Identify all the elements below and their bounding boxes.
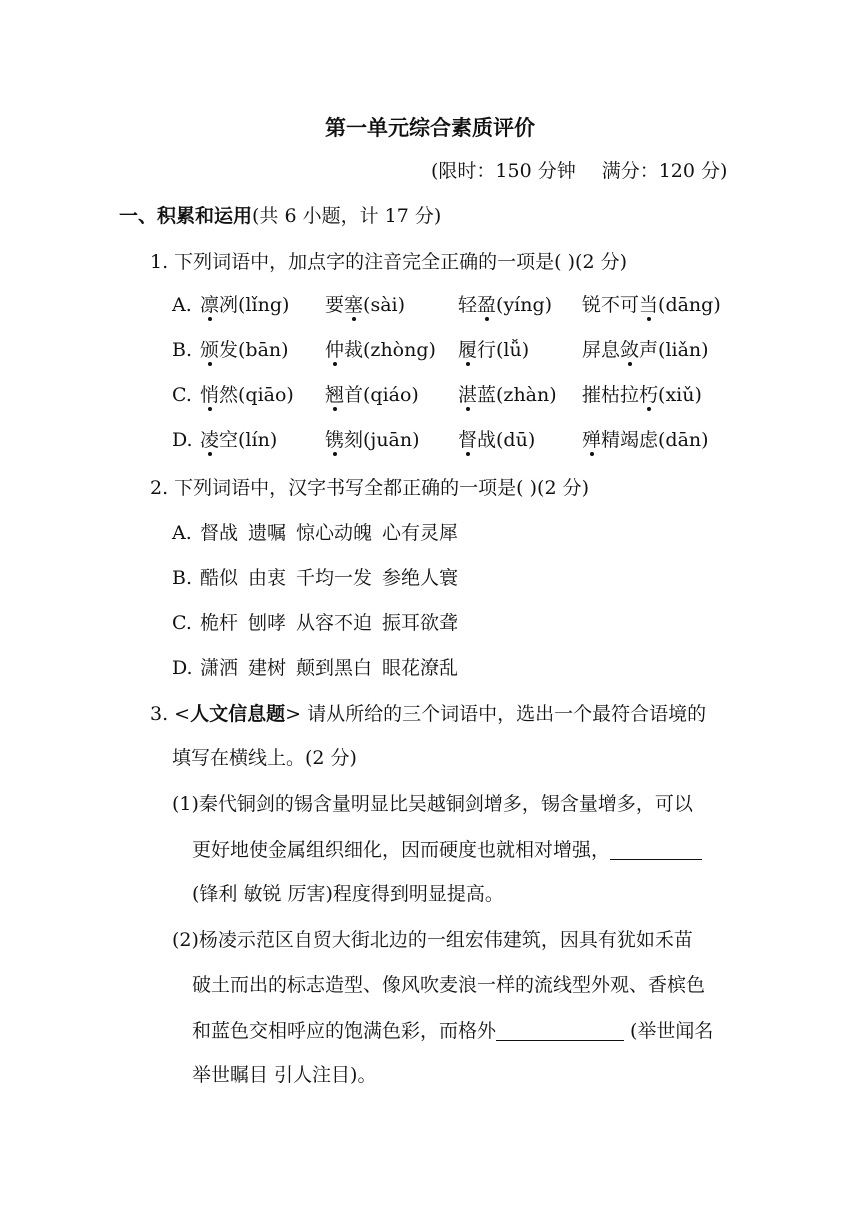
choice-word: 由衷	[248, 567, 287, 589]
q3-p2-line4: 举世瞩目 引人注目)。	[192, 1064, 377, 1086]
word-pre: 轻	[458, 294, 478, 316]
word-pre: 摧枯拉	[582, 384, 640, 406]
dotted-char: 凌	[200, 429, 220, 451]
word-rest: 裁(zhòng)	[344, 339, 436, 361]
q3-p1-line2	[192, 841, 702, 860]
choice-word: 心有灵犀	[382, 522, 459, 544]
choice-word: 参绝人寰	[382, 567, 459, 589]
q3-p1-line2-text: 更好地使金属组织细化，因而硬度也就相对增强，	[192, 839, 611, 861]
word-rest: (dāng)	[658, 294, 721, 316]
word-rest: 发(bān)	[219, 339, 289, 361]
q1-option-a	[172, 294, 721, 316]
dotted-char: 镌	[325, 429, 345, 451]
option-label: A.	[172, 294, 192, 316]
choice-word: 遗嘱	[248, 522, 287, 544]
page-title: 第一单元综合素质评价	[325, 115, 535, 140]
choice-word: 督战	[200, 522, 239, 544]
q3-stem-line2: 填写在横线上。(2 分)	[172, 747, 357, 769]
word-rest: (yíng)	[496, 294, 553, 316]
q2-stem: 2. 下列词语中，汉字书写全都正确的一项是( )(2 分)	[150, 477, 589, 499]
q3-tag: 人文信息题	[190, 703, 286, 725]
word-rest: 首(qiáo)	[344, 384, 419, 406]
choice-word: 建树	[248, 657, 287, 679]
choice-word: 桅杆	[200, 612, 239, 634]
word-pre: 屏息	[582, 339, 621, 361]
q3-p1-line3: (锋利 敏锐 厉害)程度得到明显提高。	[192, 883, 504, 905]
choice-word: 酷似	[200, 567, 239, 589]
answer-blank[interactable]	[496, 1022, 624, 1041]
section-title: 一、积累和运用	[119, 205, 253, 227]
word-rest: 战(dū)	[477, 429, 536, 451]
option-label: B.	[172, 567, 193, 589]
choice-word: 惊心动魄	[296, 522, 373, 544]
dotted-char: 殚	[582, 429, 602, 451]
q2-option-d	[172, 659, 468, 678]
word-rest: 蓝(zhàn)	[477, 384, 557, 406]
word-rest: 冽(lǐng)	[219, 294, 290, 316]
option-label: C.	[172, 384, 192, 406]
option-label: D.	[172, 429, 193, 451]
dotted-char: 盈	[477, 294, 497, 316]
choice-word: 从容不迫	[296, 612, 373, 634]
word-rest: 刻(juān)	[344, 429, 420, 451]
exam-meta	[431, 162, 727, 181]
answer-blank[interactable]	[610, 841, 702, 860]
q2-option-a	[172, 524, 468, 543]
dotted-char: 仲	[325, 339, 345, 361]
q1-option-c	[172, 384, 702, 406]
word-pre: 锐不可	[582, 294, 640, 316]
choice-word: 潇洒	[200, 657, 239, 679]
option-label: A.	[172, 522, 192, 544]
word-rest: (xiǔ)	[658, 384, 702, 406]
q3-p2-line1: (2)杨凌示范区自贸大街北边的一组宏伟建筑，因具有犹如禾苗	[172, 929, 693, 951]
q3-prefix: 3. <	[150, 703, 191, 725]
dotted-char: 湛	[458, 384, 478, 406]
q1-option-d	[172, 429, 709, 451]
q3-stem	[150, 705, 706, 724]
word-rest: 声(liǎn)	[639, 339, 709, 361]
dotted-char: 悄	[200, 384, 220, 406]
word-rest: 行(lǚ)	[477, 339, 530, 361]
option-label: B.	[172, 339, 193, 361]
choice-word: 刨哮	[248, 612, 287, 634]
q3-stem-text: > 请从所给的三个词语中，选出一个最符合语境的	[285, 703, 707, 725]
dotted-char: 塞	[344, 294, 364, 316]
q3-p2-line3-text: 和蓝色交相呼应的饱满色彩，而格外	[192, 1020, 497, 1042]
word-rest: 精竭虑(dān)	[601, 429, 709, 451]
word-pre: 要	[325, 294, 345, 316]
q3-p2-line3	[192, 1022, 713, 1041]
full-score: 满分：120 分)	[601, 160, 728, 182]
q3-p1-line1: (1)秦代铜剑的锡含量明显比吴越铜剑增多，锡含量增多，可以	[172, 793, 693, 815]
section-note: (共 6 小题，计 17 分)	[252, 205, 442, 227]
choice-word: 眼花潦乱	[382, 657, 459, 679]
word-rest: 然(qiāo)	[219, 384, 294, 406]
q3-p2-line2: 破土而出的标志造型、像风吹麦浪一样的流线型外观、香槟色	[192, 974, 706, 996]
q2-option-c	[172, 614, 468, 633]
dotted-char: 翘	[325, 384, 345, 406]
dotted-char: 督	[458, 429, 478, 451]
q3-p2-choices: (举世闻名	[630, 1020, 714, 1042]
dotted-char: 敛	[620, 339, 640, 361]
dotted-char: 当	[639, 294, 659, 316]
word-rest: 空(lín)	[219, 429, 278, 451]
time-limit: (限时：150 分钟	[431, 160, 576, 182]
q1-stem: 1. 下列词语中，加点字的注音完全正确的一项是( )(2 分)	[150, 251, 627, 273]
choice-word: 颠到黑白	[296, 657, 373, 679]
dotted-char: 凛	[200, 294, 220, 316]
choice-word: 千均一发	[296, 567, 373, 589]
section-heading	[119, 207, 441, 226]
word-rest: (sài)	[363, 294, 406, 316]
q1-option-b	[172, 339, 709, 361]
option-label: C.	[172, 612, 192, 634]
dotted-char: 朽	[639, 384, 659, 406]
q2-option-b	[172, 569, 468, 588]
choice-word: 振耳欲聋	[382, 612, 459, 634]
dotted-char: 颁	[200, 339, 220, 361]
option-label: D.	[172, 657, 193, 679]
dotted-char: 履	[458, 339, 478, 361]
